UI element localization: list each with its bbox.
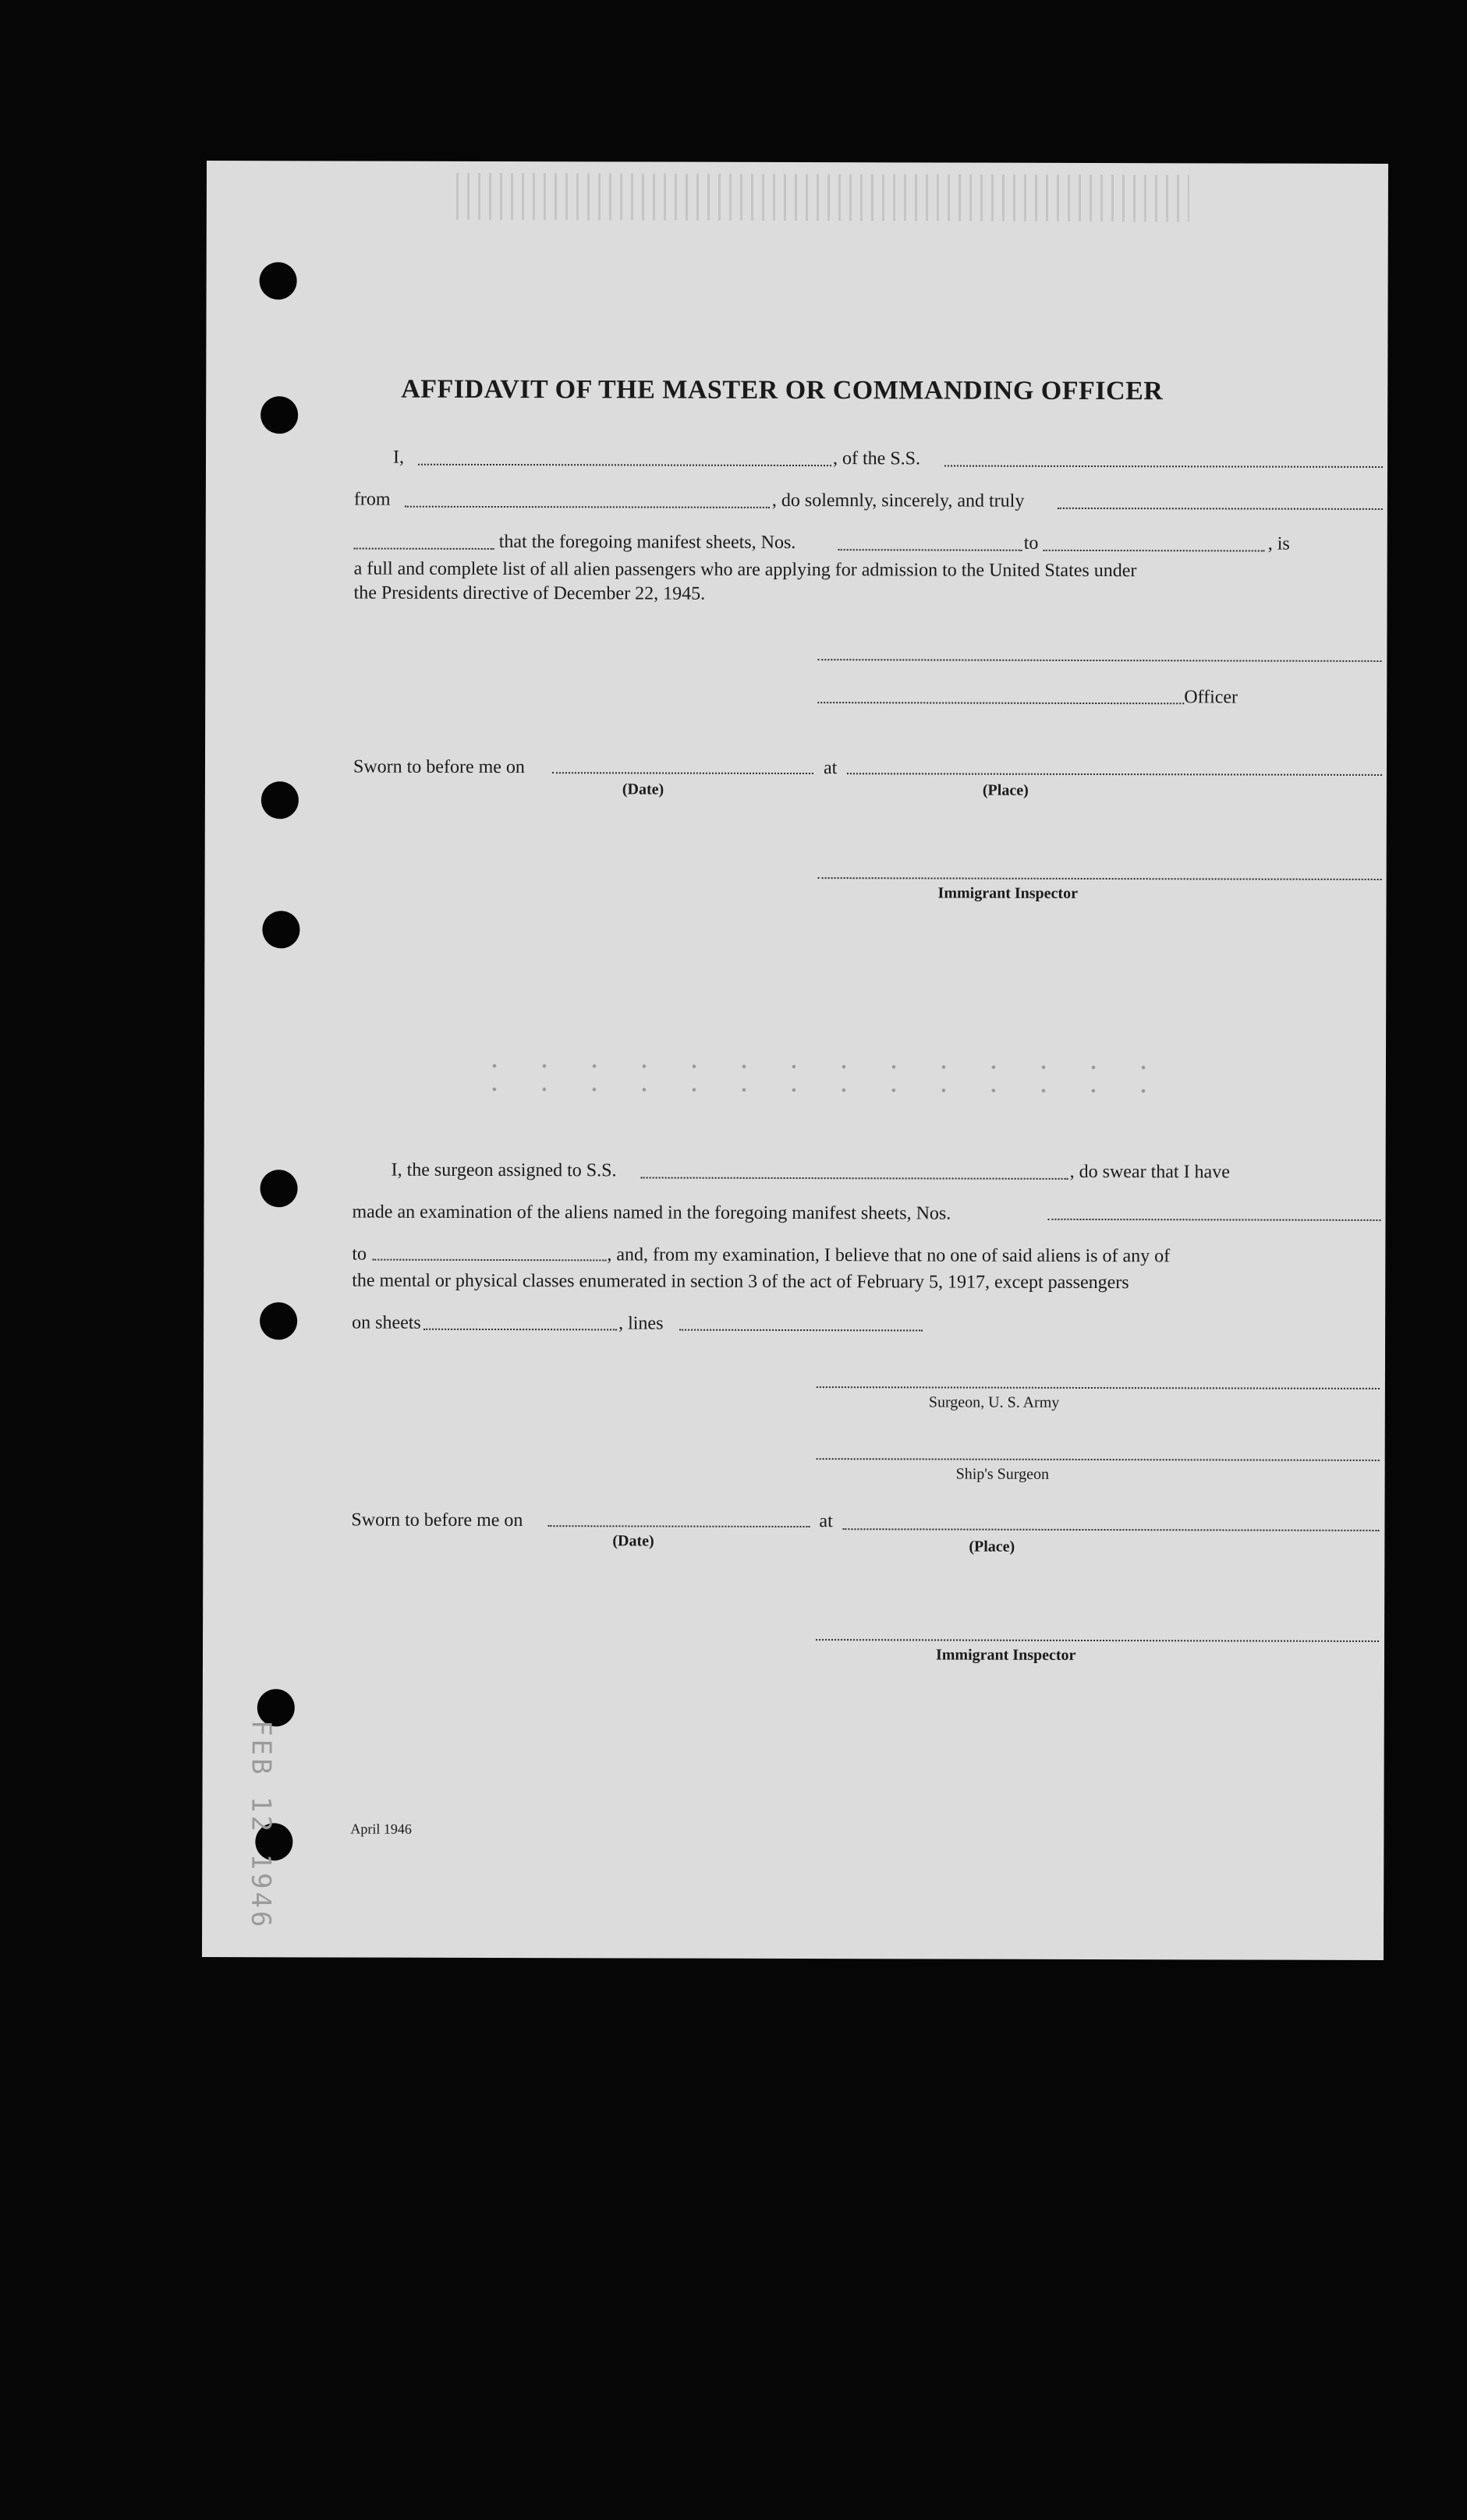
surgeon-line3: , and, from my examination, I believe that no one of said aliens is of any of	[607, 1244, 1171, 1267]
surgeon-sheets-field[interactable]	[423, 1329, 617, 1331]
surgeon-at-label: at	[819, 1511, 833, 1532]
master-nos-from-field[interactable]	[838, 549, 1022, 551]
binder-hole	[260, 396, 298, 434]
army-surgeon-signature-field[interactable]	[817, 1386, 1380, 1389]
surgeon-nos-to-field[interactable]	[372, 1259, 606, 1262]
master-line4: a full and complete list of all alien passengers who are applying for admission to the United States under	[353, 558, 1137, 582]
master-inspector-label: Immigrant Inspector	[937, 884, 1079, 902]
surgeon-swear-label: , do swear that I have	[1069, 1161, 1230, 1183]
ships-surgeon-signature-field[interactable]	[817, 1458, 1380, 1461]
surgeon-sworn-label: Sworn to before me on	[351, 1510, 523, 1531]
officer-signature-field[interactable]	[817, 702, 1184, 704]
master-name-field[interactable]	[418, 464, 831, 466]
surgeon-date-caption: (Date)	[612, 1532, 654, 1550]
master-sworn-date-field[interactable]	[552, 772, 813, 774]
surgeon-line1-label: I, the surgeon assigned to S.S.	[391, 1159, 617, 1181]
master-solemnly-label: , do solemnly, sincerely, and truly	[771, 490, 1025, 511]
master-to-label: to	[1023, 533, 1039, 554]
surgeon-lines-label: , lines	[618, 1313, 664, 1334]
surgeon-line2: made an examination of the aliens named in the foregoing manifest sheets, Nos.	[352, 1202, 951, 1224]
binder-hole	[260, 1170, 298, 1207]
master-oath-field[interactable]	[1058, 508, 1383, 510]
master-date-caption: (Date)	[622, 780, 664, 798]
master-from-label: from	[353, 489, 391, 510]
master-place-caption: (Place)	[982, 781, 1029, 799]
surgeon-inspector-label: Immigrant Inspector	[935, 1646, 1076, 1664]
master-of-ss-label: , of the S.S.	[832, 448, 921, 469]
surgeon-sworn-date-field[interactable]	[547, 1525, 810, 1527]
officer-label: Officer	[1184, 687, 1238, 708]
surgeon-to-label: to	[352, 1244, 367, 1265]
form-title: AFFIDAVIT OF THE MASTER OR COMMANDING OFFICER	[401, 374, 1164, 406]
master-sworn-label: Sworn to before me on	[353, 756, 525, 778]
surgeon-place-caption: (Place)	[969, 1538, 1015, 1556]
ships-surgeon-label: Ship's Surgeon	[955, 1465, 1050, 1483]
master-inspector-signature-field[interactable]	[818, 877, 1382, 880]
binder-hole	[260, 262, 297, 299]
master-is-label: , is	[1267, 533, 1290, 554]
form-revision-date: April 1946	[350, 1821, 412, 1837]
master-nos-to-field[interactable]	[1044, 550, 1265, 552]
binder-hole	[261, 781, 299, 819]
surgeon-nos-from-field[interactable]	[1047, 1219, 1380, 1221]
surgeon-line4: the mental or physical classes enumerated in section 3 of the act of February 5, 1917, except passengers	[352, 1270, 1129, 1294]
surgeon-lines-field[interactable]	[679, 1329, 923, 1332]
master-sworn-place-field[interactable]	[847, 773, 1382, 776]
master-verb-field[interactable]	[354, 548, 494, 550]
master-i-label: I,	[392, 447, 405, 468]
master-at-label: at	[823, 758, 838, 779]
master-line5: the Presidents directive of December 22, 1945.	[353, 582, 706, 604]
binder-hole	[262, 911, 299, 948]
army-surgeon-label: Surgeon, U. S. Army	[928, 1393, 1060, 1411]
surgeon-sworn-place-field[interactable]	[842, 1528, 1379, 1531]
master-ship-field[interactable]	[944, 465, 1383, 467]
master-from-field[interactable]	[405, 506, 770, 508]
faded-date-stamp: FEB 12 1946	[245, 1720, 277, 1931]
surgeon-sheets-label: on sheets	[352, 1312, 421, 1333]
surgeon-ship-field[interactable]	[641, 1177, 1068, 1179]
separator-dots	[470, 1054, 1156, 1102]
surgeon-inspector-signature-field[interactable]	[816, 1639, 1379, 1642]
master-signature-field[interactable]	[817, 659, 1381, 662]
bleed-through-pattern	[456, 173, 1189, 221]
form-page	[202, 161, 1388, 1960]
master-foregoing-label: that the foregoing manifest sheets, Nos.	[498, 532, 796, 553]
binder-hole	[260, 1302, 297, 1340]
